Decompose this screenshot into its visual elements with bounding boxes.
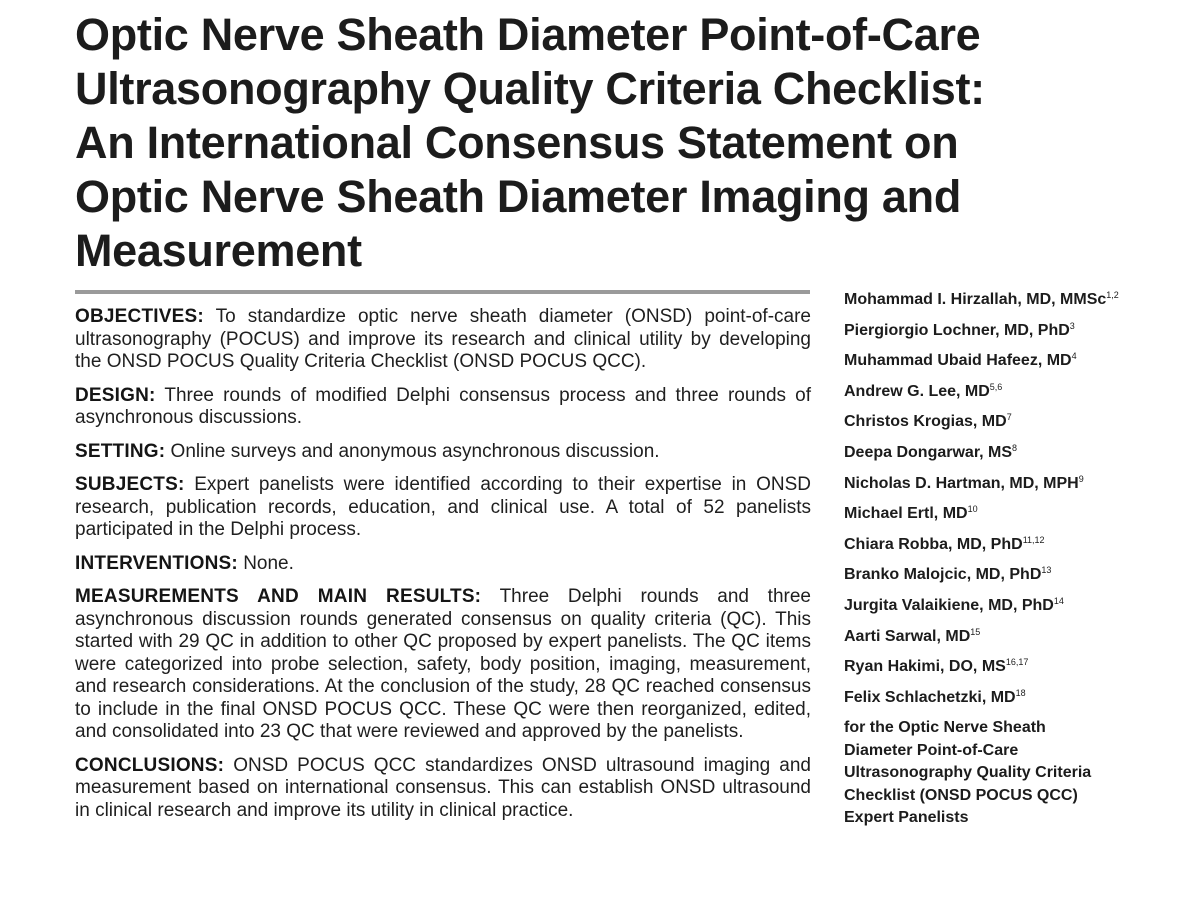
author-entry (844, 442, 1144, 463)
author-name: Felix Schlachetzki, MD (844, 688, 1016, 706)
author-affiliation: 7 (1006, 412, 1012, 423)
title-line: Measurement (75, 225, 362, 276)
author-affiliation: 8 (1012, 442, 1018, 453)
abstract-setting (75, 441, 811, 464)
setting-text: Online surveys and anonymous asynchronous discussion. (170, 440, 660, 462)
author-entry (844, 564, 1144, 585)
abstract-subjects (75, 474, 811, 542)
group-note-line: Diameter Point-of-Care (844, 741, 1019, 759)
author-name: Michael Ertl, MD (844, 505, 968, 523)
interventions-text: None. (243, 552, 294, 574)
results-text: Three Delphi rounds and three asynchronous discussion rounds generated consensus on quality criteria (QC). This started with 29 QC in addition to other QC proposed by expert panelists. The QC items were categorized into probe selection, safety, body position, imaging, measurement, and research considerations. At the conclusion of the study, 28 QC reached consensus to include in the final ONSD POCUS QCC. These QC were then reorganized, edited, and consolidated into 23 QC that were reviewed and approved by the panelists. (75, 586, 811, 742)
author-entry (844, 534, 1144, 555)
title-line: Optic Nerve Sheath Diameter Point-of-Care (75, 9, 981, 60)
author-name: Piergiorgio Lochner, MD, PhD (844, 321, 1070, 339)
abstract-objectives (75, 306, 811, 374)
setting-label: SETTING: (75, 440, 166, 462)
author-name: Muhammad Ubaid Hafeez, MD (844, 352, 1072, 370)
author-name: Mohammad I. Hirzallah, MD, MMSc (844, 291, 1107, 308)
author-entry (844, 503, 1144, 524)
design-label: DESIGN: (75, 384, 156, 406)
author-entry (844, 289, 1144, 310)
author-entry (844, 626, 1144, 647)
author-affiliation: 3 (1069, 320, 1075, 331)
author-name: Nicholas D. Hartman, MD, MPH (844, 474, 1079, 492)
author-affiliation: 14 (1053, 595, 1064, 606)
group-note-line: Expert Panelists (844, 809, 969, 827)
title-line: Ultrasonography Quality Criteria Checklist: (75, 63, 985, 114)
author-affiliation: 18 (1015, 687, 1026, 698)
author-name: Branko Malojcic, MD, PhD (844, 566, 1042, 584)
article-title (75, 8, 1135, 278)
group-note-line: for the Optic Nerve Sheath (844, 719, 1046, 737)
title-line: An International Consensus Statement on (75, 117, 959, 168)
objectives-text: To standardize optic nerve sheath diameter (ONSD) point-of-care ultrasonography (POCUS) and improve its research and clinical utility by developing the ONSD POCUS Quality Criteria Checklist (ONSD POCUS QCC). (75, 306, 812, 372)
group-note-line: Checklist (ONSD POCUS QCC) (844, 786, 1078, 804)
author-name: Chiara Robba, MD, PhD (844, 535, 1023, 553)
author-name: Jurgita Valaikiene, MD, PhD (844, 596, 1054, 614)
author-name: Aarti Sarwal, MD (844, 627, 971, 645)
group-note-line: Ultrasonography Quality Criteria (844, 764, 1092, 782)
abstract-results (75, 586, 811, 744)
abstract (75, 306, 811, 833)
abstract-interventions (75, 553, 811, 576)
author-name: Andrew G. Lee, MD (844, 382, 990, 400)
author-affiliation: 15 (970, 626, 981, 637)
author-entry (844, 320, 1144, 341)
title-line: Optic Nerve Sheath Diameter Imaging and (75, 171, 962, 222)
abstract-design (75, 385, 811, 430)
subjects-text: Expert panelists were identified according to their expertise in ONSD research, publication records, education, and clinical use. A total of 52 panelists participated in the Delphi process. (75, 474, 811, 540)
results-label: MEASUREMENTS AND MAIN RESULTS: (75, 586, 482, 607)
author-entry (844, 595, 1144, 616)
author-entry (844, 473, 1144, 494)
author-affiliation: 16,17 (1005, 657, 1029, 668)
interventions-label: INTERVENTIONS: (75, 552, 238, 574)
abstract-conclusions (75, 755, 811, 823)
author-entry (844, 687, 1144, 708)
objectives-label: OBJECTIVES: (75, 306, 204, 327)
section-divider (75, 290, 810, 294)
panel-group-note (844, 717, 1144, 830)
author-entry (844, 411, 1144, 432)
conclusions-text: ONSD POCUS QCC standardizes ONSD ultrasound imaging and measurement based on international consensus. This can establish ONSD ultrasound in clinical research and improve its utility in clinical practice. (75, 754, 811, 821)
design-text: Three rounds of modified Delphi consensus process and three rounds of asynchronous discussions. (75, 384, 811, 428)
author-affiliation: 9 (1078, 473, 1084, 484)
author-affiliation: 1,2 (1106, 290, 1119, 300)
author-list (844, 289, 1144, 830)
author-entry (844, 381, 1144, 402)
subjects-label: SUBJECTS: (75, 474, 185, 495)
author-entry (844, 656, 1144, 677)
author-affiliation: 10 (967, 504, 978, 515)
author-affiliation: 5,6 (989, 381, 1003, 392)
author-entry (844, 350, 1144, 371)
author-name: Christos Krogias, MD (844, 413, 1007, 431)
author-affiliation: 4 (1071, 351, 1077, 362)
author-affiliation: 11,12 (1022, 534, 1045, 545)
conclusions-label: CONCLUSIONS: (75, 754, 225, 776)
author-affiliation: 13 (1041, 565, 1052, 576)
author-name: Deepa Dongarwar, MS (844, 443, 1013, 461)
author-name: Ryan Hakimi, DO, MS (844, 658, 1006, 676)
